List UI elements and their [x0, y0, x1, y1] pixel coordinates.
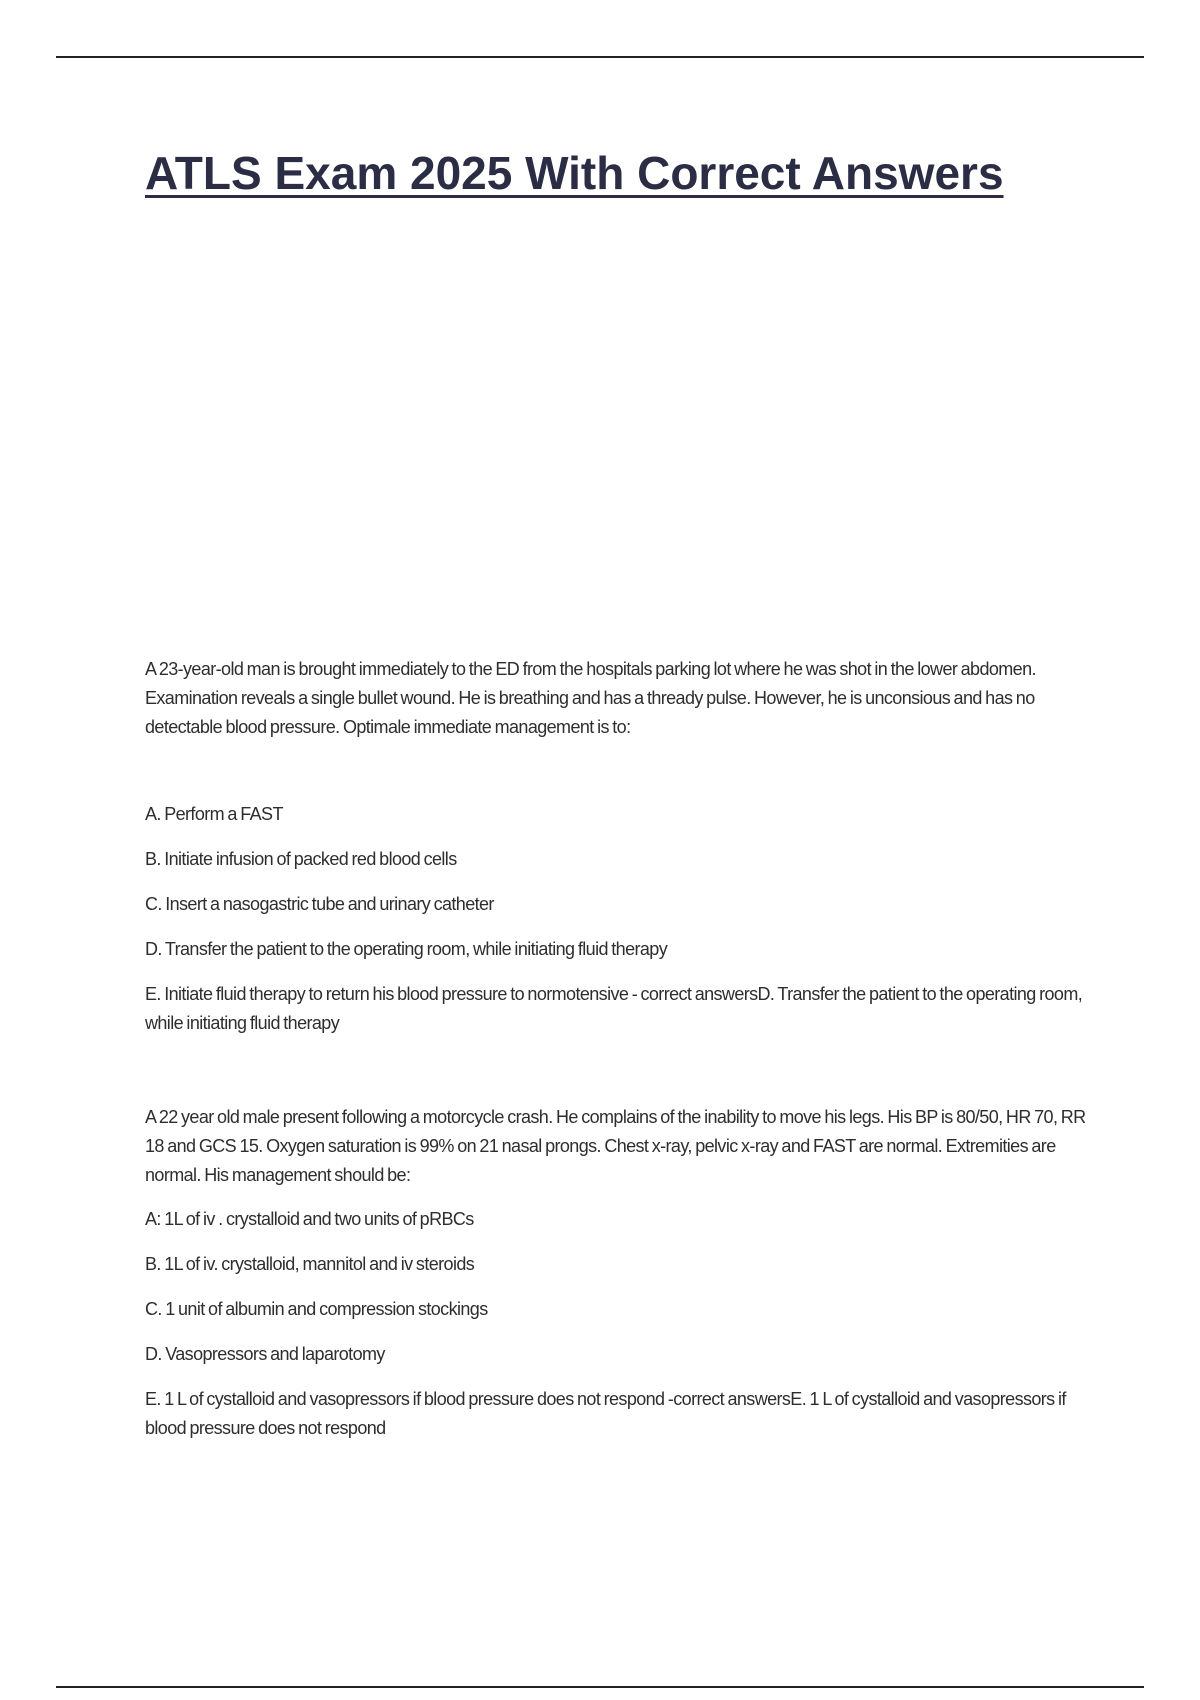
question-1	[145, 655, 1090, 1054]
document-title: ATLS Exam 2025 With Correct Answers	[145, 147, 1004, 199]
answer-option-b: B. Initiate infusion of packed red blood cells	[145, 849, 457, 869]
question-2	[145, 1103, 1090, 1459]
question-stem: A 23-year-old man is brought immediately to the ED from the hospitals parking lot where he was shot in the lower abdomen. Examination reveals a single bullet wound. He is breathing and has a thready pulse. However, he is unconsious and has no detectable blood pressure. Optimale immediate management is to:	[145, 659, 1036, 737]
answer-option-a: A: 1L of iv . crystalloid and two units of pRBCs	[145, 1209, 474, 1229]
answer-option-e: E. Initiate fluid therapy to return his blood pressure to normotensive - correct answersD. Transfer the patient to the operating room, while initiating fluid therapy	[145, 984, 1083, 1033]
bottom-rule	[56, 1686, 1144, 1688]
answer-option-d: D. Vasopressors and laparotomy	[145, 1344, 385, 1364]
answer-option-e: E. 1 L of cystalloid and vasopressors if blood pressure does not respond -correct answersE. 1 L of cystalloid and vasopressors if blood pressure does not respond	[145, 1389, 1066, 1438]
answer-option-c: C. 1 unit of albumin and compression stockings	[145, 1299, 488, 1319]
answer-option-a: A. Perform a FAST	[145, 804, 283, 824]
top-rule	[56, 56, 1144, 58]
question-stem: A 22 year old male present following a motorcycle crash. He complains of the inability to move his legs. His BP is 80/50, HR 70, RR 18 and GCS 15. Oxygen saturation is 99% on 21 nasal prongs. Chest x-ray, pelvic x-ray and FAST are normal. Extremities are normal. His management should be:	[145, 1107, 1086, 1185]
answer-option-d: D. Transfer the patient to the operating room, while initiating fluid therapy	[145, 939, 668, 959]
answer-option-c: C. Insert a nasogastric tube and urinary catheter	[145, 894, 494, 914]
answer-option-b: B. 1L of iv. crystalloid, mannitol and iv steroids	[145, 1254, 475, 1274]
